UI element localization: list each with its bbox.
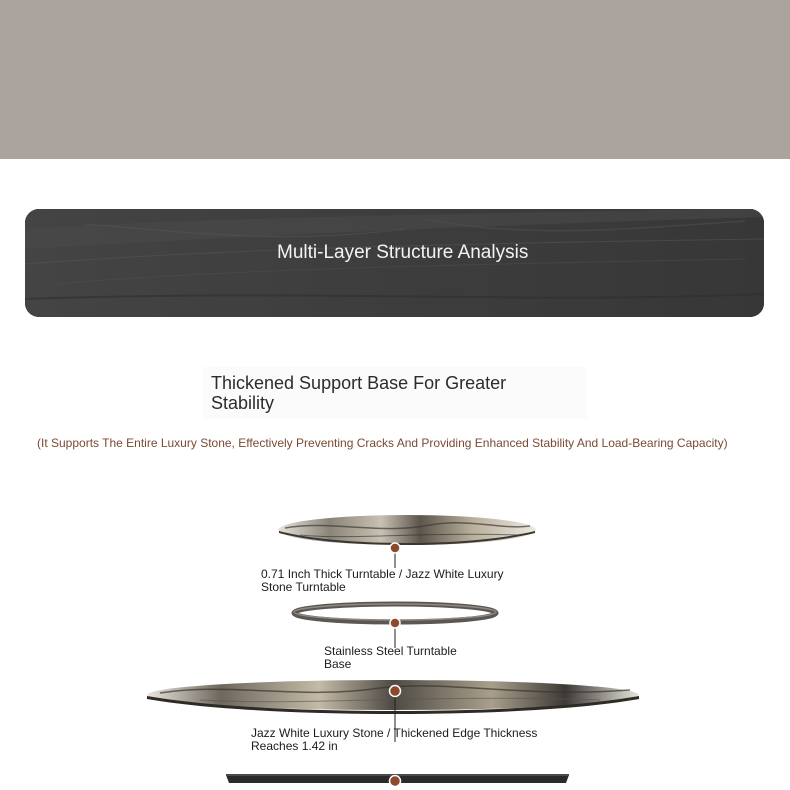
marker-dot-2 (390, 618, 400, 628)
turntable-disc (278, 515, 536, 545)
product-photo-band (0, 0, 790, 159)
banner-title: Multi-Layer Structure Analysis (277, 242, 529, 263)
layer-label-steel-base: Stainless Steel Turntable Base (324, 644, 457, 671)
marker-dot-4 (390, 776, 401, 787)
section-title: Thickened Support Base For Greater Stability (211, 373, 507, 413)
stone-texture-background (25, 209, 764, 317)
marker-dot-3 (390, 686, 401, 697)
layer-label-stone-base: Jazz White Luxury Stone / Thickened Edge Thickness Reaches 1.42 in (251, 726, 538, 753)
marker-dot-1 (390, 543, 400, 553)
layer-label-turntable: 0.71 Inch Thick Turntable / Jazz White Luxury Stone Turntable (261, 567, 504, 594)
section-banner (25, 209, 764, 317)
section-subtitle: (It Supports The Entire Luxury Stone, Effectively Preventing Cracks And Providing Enhanced Stability And Load-Bearing Capacity) (37, 436, 728, 450)
